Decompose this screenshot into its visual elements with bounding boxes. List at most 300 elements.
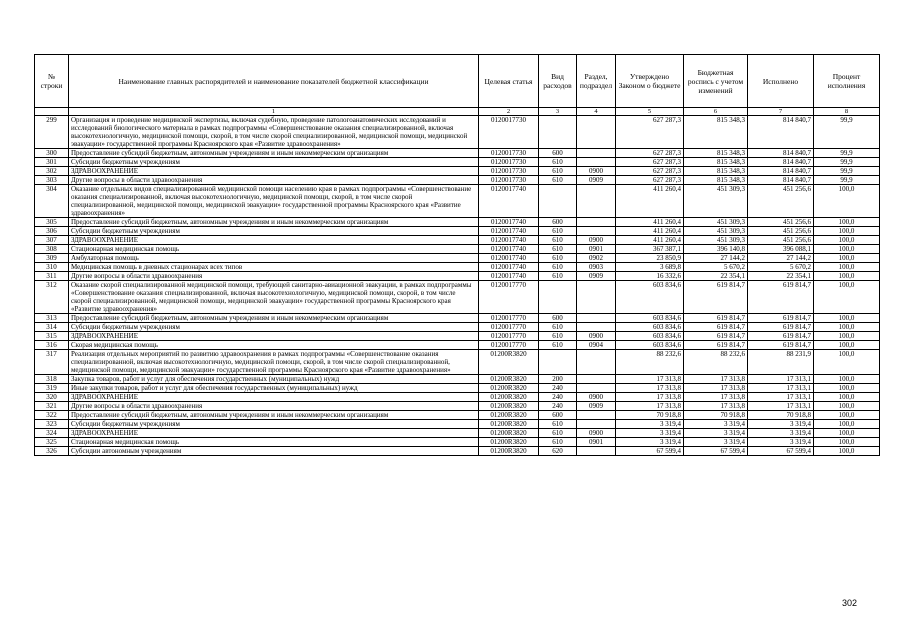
expense-type-cell: 610 [539,323,577,332]
row-name-cell: Субсидии бюджетным учреждениям [69,227,479,236]
executed-cell: 17 313,1 [748,384,814,393]
executed-cell: 396 088,1 [748,245,814,254]
section-cell [577,375,616,384]
section-cell [577,158,616,167]
target-article-cell: 01200R3820 [479,411,539,420]
header-name: Наименование главных распорядителей и наименование показателей бюджетной классификации [69,55,479,108]
section-cell [577,411,616,420]
percent-cell: 99,9 [814,176,880,185]
target-article-cell: 01200R3820 [479,350,539,375]
row-name-cell: Стационарная медицинская помощь [69,245,479,254]
expense-type-cell: 600 [539,149,577,158]
row-number-cell: 307 [35,236,69,245]
table-row [35,158,880,167]
expense-type-cell: 600 [539,218,577,227]
column-number: 5 [616,108,684,116]
row-number-cell: 325 [35,438,69,447]
section-cell: 0900 [577,167,616,176]
budget-schedule-cell: 815 348,3 [684,149,748,158]
row-number-cell: 312 [35,281,69,314]
row-number-cell: 323 [35,420,69,429]
page-number: 302 [842,598,858,608]
target-article-cell: 0120017770 [479,314,539,323]
table-row [35,375,880,384]
percent-cell: 100,0 [814,375,880,384]
section-cell: 0900 [577,236,616,245]
executed-cell: 5 670,2 [748,263,814,272]
header-approved: Утверждено Законом о бюджете [616,55,684,108]
approved-cell: 3 319,4 [616,438,684,447]
executed-cell: 451 256,6 [748,185,814,218]
expense-type-cell: 200 [539,375,577,384]
row-name-cell: ЗДРАВООХРАНЕНИЕ [69,236,479,245]
expense-type-cell: 240 [539,393,577,402]
percent-cell: 100,0 [814,384,880,393]
executed-cell: 17 313,1 [748,375,814,384]
row-name-cell: Предоставление субсидий бюджетным, автономным учреждениям и иным некоммерческим организациям [69,314,479,323]
target-article-cell: 01200R3820 [479,420,539,429]
budget-schedule-cell: 17 313,8 [684,393,748,402]
executed-cell: 88 231,9 [748,350,814,375]
section-cell [577,185,616,218]
row-name-cell: Другие вопросы в области здравоохранения [69,402,479,411]
expense-type-cell: 610 [539,236,577,245]
section-cell: 0900 [577,332,616,341]
row-name-cell: ЗДРАВООХРАНЕНИЕ [69,393,479,402]
approved-cell: 627 287,3 [616,158,684,167]
approved-cell: 3 689,8 [616,263,684,272]
budget-table-sheet [34,54,879,456]
section-cell: 0900 [577,429,616,438]
section-cell [577,116,616,149]
percent-cell: 100,0 [814,402,880,411]
row-number-cell: 300 [35,149,69,158]
target-article-cell: 0120017740 [479,245,539,254]
approved-cell: 603 834,6 [616,323,684,332]
executed-cell: 67 599,4 [748,447,814,456]
budget-schedule-cell: 5 670,2 [684,263,748,272]
column-number: 8 [814,108,880,116]
row-number-cell: 302 [35,167,69,176]
approved-cell: 603 834,6 [616,332,684,341]
table-row [35,281,880,314]
target-article-cell: 0120017770 [479,323,539,332]
target-article-cell: 0120017770 [479,341,539,350]
target-article-cell: 01200R3820 [479,393,539,402]
expense-type-cell: 610 [539,332,577,341]
approved-cell: 627 287,3 [616,167,684,176]
section-cell: 0909 [577,272,616,281]
table-row [35,332,880,341]
budget-schedule-cell: 3 319,4 [684,429,748,438]
table-row [35,149,880,158]
table-row [35,227,880,236]
table-row [35,272,880,281]
executed-cell: 70 918,8 [748,411,814,420]
row-name-cell: ЗДРАВООХРАНЕНИЕ [69,332,479,341]
row-number-cell: 315 [35,332,69,341]
row-name-cell: Стационарная медицинская помощь [69,438,479,447]
approved-cell: 67 599,4 [616,447,684,456]
expense-type-cell: 610 [539,438,577,447]
percent-cell: 99,9 [814,149,880,158]
percent-cell: 100,0 [814,429,880,438]
section-cell [577,420,616,429]
section-cell: 0901 [577,438,616,447]
row-number-cell: 304 [35,185,69,218]
table-row [35,438,880,447]
approved-cell: 16 332,6 [616,272,684,281]
target-article-cell: 0120017740 [479,218,539,227]
section-cell [577,350,616,375]
table-row [35,402,880,411]
table-row [35,263,880,272]
approved-cell: 603 834,6 [616,314,684,323]
column-number: 4 [577,108,616,116]
row-name-cell: Предоставление субсидий бюджетным, автономным учреждениям и иным некоммерческим организациям [69,411,479,420]
expense-type-cell: 610 [539,263,577,272]
approved-cell: 627 287,3 [616,176,684,185]
column-number: 6 [684,108,748,116]
budget-schedule-cell: 88 232,6 [684,350,748,375]
table-row [35,116,880,149]
budget-schedule-cell: 815 348,3 [684,116,748,149]
budget-schedule-cell: 17 313,8 [684,384,748,393]
row-name-cell: Другие вопросы в области здравоохранения [69,176,479,185]
approved-cell: 367 387,1 [616,245,684,254]
expense-type-cell [539,281,577,314]
section-cell: 0900 [577,393,616,402]
approved-cell: 411 260,4 [616,236,684,245]
approved-cell: 411 260,4 [616,185,684,218]
row-name-cell: Субсидии бюджетным учреждениям [69,158,479,167]
budget-schedule-cell: 451 309,3 [684,218,748,227]
target-article-cell: 0120017740 [479,185,539,218]
row-name-cell: Оказание скорой специализированной медицинской помощи, требующей санитарно-авиационной эвакуации, в рамках подпрограммы «Совершенствование оказания специализированной, включая высокотехнологичную, медицинской помощи, скорой, в том числе скорой специализированной, медицинской помощи, медицинской эвакуации» государственной программы Красноярского края «Развитие здравоохранения» [69,281,479,314]
section-cell [577,281,616,314]
expense-type-cell: 600 [539,314,577,323]
percent-cell: 100,0 [814,420,880,429]
row-number-cell: 326 [35,447,69,456]
executed-cell: 3 319,4 [748,429,814,438]
percent-cell: 100,0 [814,393,880,402]
approved-cell: 17 313,8 [616,402,684,411]
approved-cell: 17 313,8 [616,384,684,393]
table-row [35,323,880,332]
row-name-cell: Скорая медицинская помощь [69,341,479,350]
expense-type-cell: 610 [539,245,577,254]
approved-cell: 17 313,8 [616,375,684,384]
budget-schedule-cell: 619 814,7 [684,332,748,341]
target-article-cell: 01200R3820 [479,375,539,384]
row-name-cell: ЗДРАВООХРАНЕНИЕ [69,167,479,176]
percent-cell: 100,0 [814,236,880,245]
section-cell: 0909 [577,402,616,411]
percent-cell: 100,0 [814,314,880,323]
row-name-cell: Предоставление субсидий бюджетным, автономным учреждениям и иным некоммерческим организациям [69,149,479,158]
budget-schedule-cell: 451 309,3 [684,185,748,218]
budget-schedule-cell: 815 348,3 [684,167,748,176]
budget-schedule-cell: 3 319,4 [684,420,748,429]
expense-type-cell: 620 [539,447,577,456]
budget-schedule-cell: 17 313,8 [684,402,748,411]
expense-type-cell: 600 [539,411,577,420]
section-cell [577,218,616,227]
column-number [35,108,69,116]
executed-cell: 814 840,7 [748,116,814,149]
expense-type-cell: 610 [539,272,577,281]
section-cell [577,227,616,236]
budget-schedule-cell: 619 814,7 [684,314,748,323]
table-row [35,254,880,263]
header-row-number: № строки [35,55,69,108]
section-cell [577,314,616,323]
row-number-cell: 303 [35,176,69,185]
target-article-cell: 0120017730 [479,176,539,185]
budget-schedule-cell: 17 313,8 [684,375,748,384]
section-cell [577,447,616,456]
executed-cell: 3 319,4 [748,420,814,429]
budget-schedule-cell: 3 319,4 [684,438,748,447]
section-cell: 0902 [577,254,616,263]
section-cell [577,149,616,158]
column-number: 1 [69,108,479,116]
budget-schedule-cell: 619 814,7 [684,323,748,332]
executed-cell: 22 354,1 [748,272,814,281]
table-body [35,116,880,456]
row-name-cell: Медицинская помощь в дневных стационарах всех типов [69,263,479,272]
row-number-cell: 320 [35,393,69,402]
executed-cell: 451 256,6 [748,227,814,236]
row-number-cell: 305 [35,218,69,227]
percent-cell: 100,0 [814,245,880,254]
row-name-cell: Субсидии бюджетным учреждениям [69,420,479,429]
section-cell: 0909 [577,176,616,185]
column-number: 2 [479,108,539,116]
target-article-cell: 01200R3820 [479,402,539,411]
executed-cell: 619 814,7 [748,341,814,350]
table-row [35,245,880,254]
percent-cell: 100,0 [814,350,880,375]
budget-schedule-cell: 619 814,7 [684,341,748,350]
executed-cell: 814 840,7 [748,149,814,158]
target-article-cell: 0120017740 [479,254,539,263]
executed-cell: 814 840,7 [748,176,814,185]
section-cell [577,323,616,332]
row-number-cell: 321 [35,402,69,411]
header-executed: Исполнено [748,55,814,108]
percent-cell: 99,9 [814,116,880,149]
table-row [35,429,880,438]
budget-schedule-cell: 22 354,1 [684,272,748,281]
approved-cell: 603 834,6 [616,341,684,350]
approved-cell: 411 260,4 [616,218,684,227]
section-cell: 0904 [577,341,616,350]
row-number-cell: 310 [35,263,69,272]
table-row [35,341,880,350]
executed-cell: 17 313,1 [748,393,814,402]
executed-cell: 619 814,7 [748,323,814,332]
expense-type-cell [539,116,577,149]
row-number-cell: 309 [35,254,69,263]
row-number-cell: 301 [35,158,69,167]
target-article-cell: 0120017740 [479,236,539,245]
table-row [35,167,880,176]
approved-cell: 3 319,4 [616,420,684,429]
expense-type-cell: 610 [539,176,577,185]
expense-type-cell: 240 [539,384,577,393]
percent-cell: 100,0 [814,332,880,341]
section-cell: 0903 [577,263,616,272]
percent-cell: 99,9 [814,158,880,167]
table-header [35,55,880,116]
executed-cell: 3 319,4 [748,438,814,447]
target-article-cell: 0120017740 [479,272,539,281]
budget-schedule-cell: 451 309,3 [684,227,748,236]
table-row [35,393,880,402]
executed-cell: 814 840,7 [748,167,814,176]
executed-cell: 27 144,2 [748,254,814,263]
row-number-cell: 313 [35,314,69,323]
percent-cell: 100,0 [814,438,880,447]
row-name-cell: Закупка товаров, работ и услуг для обеспечения государственных (муниципальных) нужд [69,375,479,384]
row-number-cell: 319 [35,384,69,393]
percent-cell: 100,0 [814,218,880,227]
budget-schedule-cell: 396 140,8 [684,245,748,254]
budget-schedule-cell: 451 309,3 [684,236,748,245]
row-number-cell: 314 [35,323,69,332]
header-section: Раздел, подраздел [577,55,616,108]
budget-schedule-cell: 815 348,3 [684,158,748,167]
executed-cell: 619 814,7 [748,332,814,341]
approved-cell: 627 287,3 [616,149,684,158]
approved-cell: 627 287,3 [616,116,684,149]
row-number-cell: 324 [35,429,69,438]
target-article-cell: 0120017730 [479,158,539,167]
row-number-cell: 311 [35,272,69,281]
approved-cell: 17 313,8 [616,393,684,402]
expense-type-cell: 240 [539,402,577,411]
target-article-cell: 01200R3820 [479,438,539,447]
target-article-cell: 0120017770 [479,281,539,314]
header-percent: Процент исполнения [814,55,880,108]
approved-cell: 70 918,8 [616,411,684,420]
row-name-cell: Предоставление субсидий бюджетным, автономным учреждениям и иным некоммерческим организациям [69,218,479,227]
target-article-cell: 0120017740 [479,263,539,272]
expense-type-cell: 610 [539,341,577,350]
approved-cell: 411 260,4 [616,227,684,236]
approved-cell: 3 319,4 [616,429,684,438]
budget-schedule-cell: 619 814,7 [684,281,748,314]
budget-schedule-cell: 815 348,3 [684,176,748,185]
target-article-cell: 0120017770 [479,332,539,341]
target-article-cell: 01200R3820 [479,429,539,438]
percent-cell: 100,0 [814,254,880,263]
expense-type-cell: 610 [539,420,577,429]
row-name-cell: ЗДРАВООХРАНЕНИЕ [69,429,479,438]
budget-schedule-cell: 70 918,8 [684,411,748,420]
header-budget-schedule: Бюджетная роспись с учетом изменений [684,55,748,108]
header-expense-type: Вид расходов [539,55,577,108]
expense-type-cell: 610 [539,429,577,438]
percent-cell: 100,0 [814,281,880,314]
row-name-cell: Оказание отдельных видов специализированной медицинской помощи населению края в рамках подпрограммы «Совершенствование оказания специализированной, включая высокотехнологичную, медицинской помощи, скорой, в том числе скорой специализированной, медицинской помощи, медицинской эвакуации» государственной программы Красноярского края «Развитие здравоохранения» [69,185,479,218]
section-cell: 0901 [577,245,616,254]
target-article-cell: 0120017740 [479,227,539,236]
target-article-cell: 0120017730 [479,149,539,158]
table-row [35,218,880,227]
executed-cell: 451 256,6 [748,236,814,245]
row-name-cell: Организация и проведение медицинской экспертизы, включая судебную, проведение патологоанатомических исследований и исследований биологического материала в рамках подпрограммы «Совершенствование оказания специализированной, включая высокотехнологичную, медицинской помощи, скорой, в том числе скорой специализированной, медицинской помощи, медицинской эвакуации» государственной программы Красноярского края «Развитие здравоохранения» [69,116,479,149]
percent-cell: 100,0 [814,447,880,456]
target-article-cell: 0120017730 [479,167,539,176]
row-number-cell: 306 [35,227,69,236]
expense-type-cell: 610 [539,227,577,236]
target-article-cell: 0120017730 [479,116,539,149]
table-row [35,420,880,429]
expense-type-cell [539,350,577,375]
row-name-cell: Иные закупки товаров, работ и услуг для обеспечения государственных (муниципальных) нужд [69,384,479,393]
column-number-row [35,108,880,116]
row-name-cell: Субсидии бюджетным учреждениям [69,323,479,332]
row-number-cell: 322 [35,411,69,420]
column-number: 3 [539,108,577,116]
executed-cell: 814 840,7 [748,158,814,167]
percent-cell: 100,0 [814,227,880,236]
percent-cell: 99,9 [814,167,880,176]
percent-cell: 100,0 [814,323,880,332]
row-number-cell: 318 [35,375,69,384]
expense-type-cell: 610 [539,254,577,263]
budget-table [34,54,880,456]
budget-schedule-cell: 67 599,4 [684,447,748,456]
approved-cell: 88 232,6 [616,350,684,375]
executed-cell: 451 256,6 [748,218,814,227]
approved-cell: 603 834,6 [616,281,684,314]
percent-cell: 100,0 [814,272,880,281]
table-row [35,384,880,393]
percent-cell: 100,0 [814,263,880,272]
table-row [35,176,880,185]
row-number-cell: 317 [35,350,69,375]
header-target-article: Целевая статья [479,55,539,108]
row-name-cell: Реализация отдельных мероприятий по развитию здравоохранения в рамках подпрограммы «Совершенствование оказания специализированной, включая высокотехнологичную, медицинской помощи, скорой, в том числе скорой специализированной, медицинской помощи, медицинской эвакуации» государственной программы Красноярского края «Развитие здравоохранения» [69,350,479,375]
row-name-cell: Субсидии автономным учреждениям [69,447,479,456]
column-number: 7 [748,108,814,116]
executed-cell: 17 313,1 [748,402,814,411]
row-number-cell: 299 [35,116,69,149]
percent-cell: 100,0 [814,185,880,218]
row-name-cell: Амбулаторная помощь [69,254,479,263]
budget-schedule-cell: 27 144,2 [684,254,748,263]
table-row [35,314,880,323]
row-number-cell: 308 [35,245,69,254]
percent-cell: 100,0 [814,411,880,420]
table-row [35,185,880,218]
table-row [35,447,880,456]
section-cell [577,384,616,393]
table-row [35,350,880,375]
expense-type-cell: 610 [539,158,577,167]
table-row [35,411,880,420]
target-article-cell: 01200R3820 [479,384,539,393]
expense-type-cell [539,185,577,218]
approved-cell: 23 850,9 [616,254,684,263]
target-article-cell: 01200R3820 [479,447,539,456]
row-number-cell: 316 [35,341,69,350]
table-row [35,236,880,245]
expense-type-cell: 610 [539,167,577,176]
